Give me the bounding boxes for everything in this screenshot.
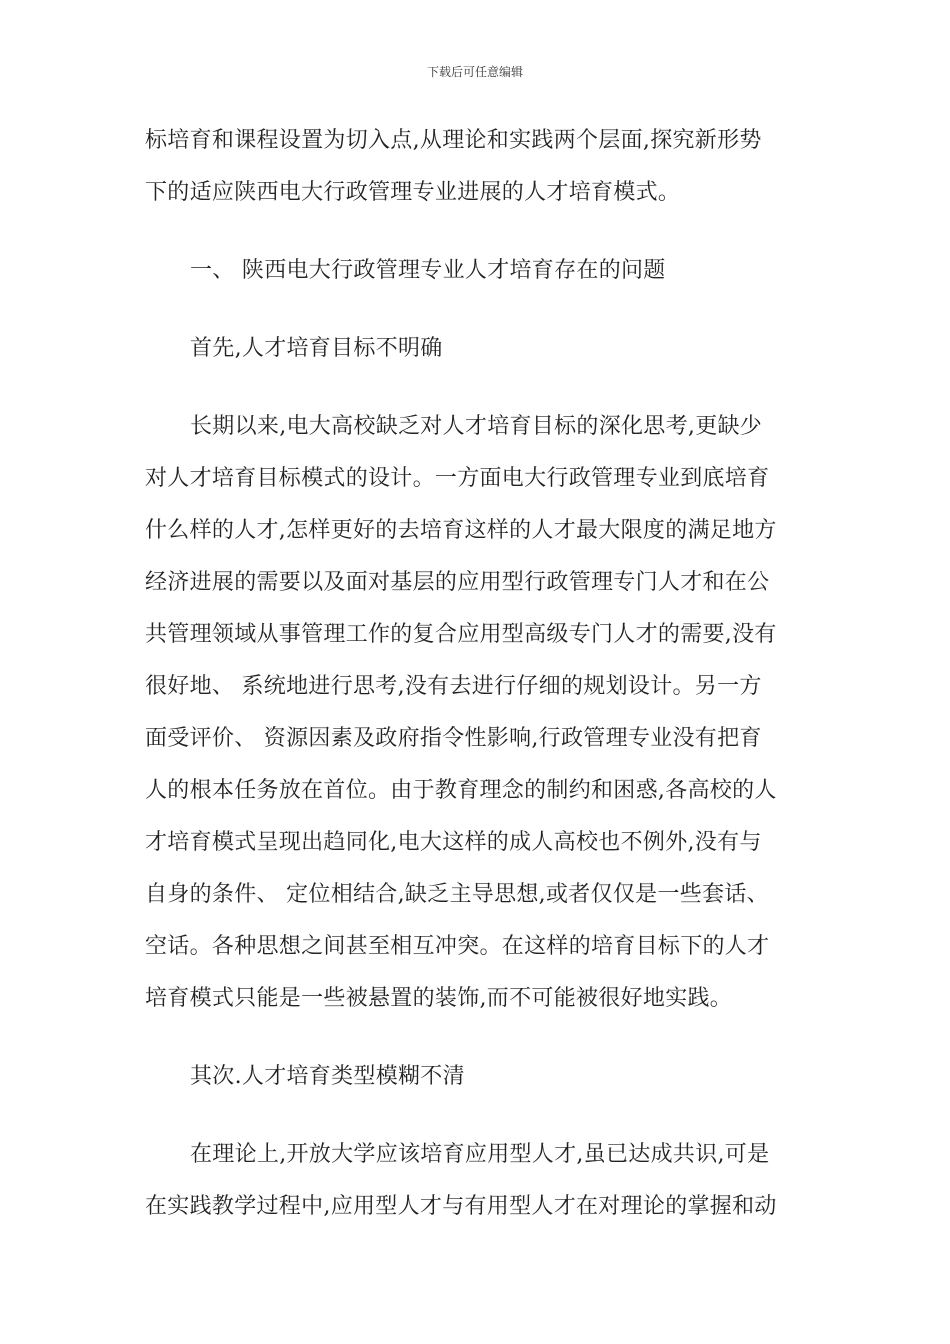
text-line: 自身的条件、 定位相结合,缺乏主导思想,或者仅仅是一些套话、 (145, 882, 769, 907)
text-line: 长期以来,电大高校缺乏对人才培育目标的深化思考,更缺少 (190, 414, 763, 439)
page-header: 下载后可任意编辑 (426, 65, 523, 79)
text-line: 在实践教学过程中,应用型人才与有用型人才在对理论的掌握和动 (145, 1194, 777, 1219)
text-line: 培育模式只能是一些被悬置的装饰,而不可能被很好地实践。 (145, 986, 733, 1011)
text-line: 经济进展的需要以及面对基层的应用型行政管理专门人才和在公 (145, 570, 770, 595)
text-line: 很好地、 系统地进行思考,没有去进行仔细的规划设计。另一方 (145, 674, 762, 699)
subheading-types: 其次.人才培育类型模糊不清 (190, 1064, 465, 1089)
text-line: 下的适应陕西电大行政管理专业进展的人才培育模式。 (145, 180, 681, 205)
text-line: 面受评价、 资源因素及政府指令性影响,行政管理专业没有把育 (145, 726, 762, 751)
paragraph-types (145, 1129, 807, 1233)
text-line: 对人才培育目标模式的设计。一方面电大行政管理专业到底培育 (145, 466, 770, 491)
paragraph-goals (145, 401, 807, 1025)
text-line: 标培育和课程设置为切入点,从理论和实践两个层面,探究新形势 (145, 128, 762, 153)
section-heading: 一、 陕西电大行政管理专业人才培育存在的问题 (190, 258, 666, 283)
text-line: 人的根本任务放在首位。由于教育理念的制约和困惑,各高校的人 (145, 778, 777, 803)
intro-paragraph (145, 115, 807, 219)
subheading-goals: 首先,人才培育目标不明确 (190, 336, 443, 361)
document-body (145, 115, 807, 1233)
text-line: 共管理领域从事管理工作的复合应用型高级专门人才的需要,没有 (145, 622, 777, 647)
text-line: 什么样的人才,怎样更好的去培育这样的人才最大限度的满足地方 (145, 518, 777, 543)
text-line: 才培育模式呈现出趋同化,电大这样的成人高校也不例外,没有与 (145, 830, 762, 855)
text-line: 在理论上,开放大学应该培育应用型人才,虽已达成共识,可是 (190, 1142, 770, 1167)
text-line: 空话。各种思想之间甚至相互冲突。在这样的培育目标下的人才 (145, 934, 770, 959)
